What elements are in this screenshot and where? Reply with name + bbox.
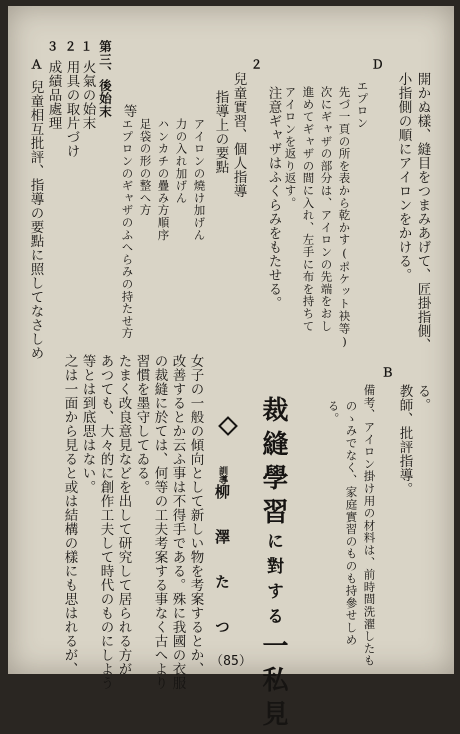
item-heading: 兒童實習、個人指導 xyxy=(230,72,247,198)
title-part: 一私見 xyxy=(258,632,288,734)
item-number: ２ xyxy=(63,40,77,53)
text-line: 小指側の順にアイロンをかける。 xyxy=(395,72,412,282)
list-item: 用具の取片づけ xyxy=(63,60,80,158)
list-item: エプロンのギャザのふへらみの持たせ方 xyxy=(120,118,135,340)
section-heading: 第三、後始末 xyxy=(97,40,113,118)
subheading: エプロン xyxy=(355,80,370,130)
text-line: る。 xyxy=(414,384,431,412)
body-line: 習慣を墨守してゐる。 xyxy=(133,354,150,494)
note-line: のゝみでなく、家庭實習のものも持參せしめ xyxy=(344,400,359,646)
text-line: 開かぬ樣、縫目をつまみあげて、匠掛指側、 xyxy=(414,72,431,352)
body-line: 女子の一般の傾向として新しい物を考案するとか、 xyxy=(187,354,204,676)
diamond-ornament-icon xyxy=(218,416,238,436)
list-item: アイロンの燒け加げん xyxy=(192,118,207,241)
list-item: 成績品處理 xyxy=(45,60,62,130)
author-byline xyxy=(214,466,229,664)
page-number: （85） xyxy=(210,654,252,669)
title-part: 裁縫學習 xyxy=(258,396,288,532)
author-role: 訓導 xyxy=(217,466,227,484)
section-letter-a: Ａ xyxy=(29,58,43,71)
text-line: アイロンを返り返す。 xyxy=(283,86,298,209)
section-letter-b: Ｂ xyxy=(380,366,394,379)
list-item: ハンカチの疊み方順序 xyxy=(156,118,171,241)
list-item: 力の入れ加げん xyxy=(174,118,189,205)
note-line: る。 xyxy=(326,400,341,425)
text-line: 兒童相互批評、指導の要點に照してなさしめ xyxy=(27,80,44,360)
list-end-mark: 等 xyxy=(120,104,137,118)
list-item: 足袋の形の整へ方 xyxy=(138,118,153,217)
note-line: 備考、アイロン掛け用の材料は、前時間洗濯したも xyxy=(362,384,377,667)
body-line: あつても、大々的に創作工夫して時代のものにしよう xyxy=(97,354,114,690)
item-number: ３ xyxy=(45,40,59,53)
text-line: 次にギャザの部分は、アイロンの先端をおし xyxy=(319,86,334,332)
text-line: 教師、批評指導。 xyxy=(396,384,413,496)
section-letter-d: Ｄ xyxy=(370,58,384,71)
item-number: ２ xyxy=(249,58,263,71)
document-page xyxy=(8,6,454,734)
text-line: 先づ一頁の所を表から乾かす(ポケット袂等) xyxy=(337,86,352,350)
subheading: 指導上の要點 xyxy=(212,90,229,174)
body-line: 改善するとか云ふ事は不得手である。殊に我國の衣服 xyxy=(169,354,186,690)
body-line: 之は一面から見ると或は結構の樣にも思はれるが、 xyxy=(61,354,78,676)
text-line: 進めてギャザの間に入れ、左手に布を持ちて xyxy=(301,86,316,332)
body-line: たまく改良意見などを出して研究して居られる方が xyxy=(115,354,132,676)
title-part: に對する xyxy=(263,532,283,632)
body-line: 等とは到底思はない。 xyxy=(79,354,96,494)
author-name: 柳澤たつ xyxy=(213,484,231,664)
text-line: 注意ギャザはふくらみをもたせる。 xyxy=(265,86,282,310)
article-title xyxy=(260,396,286,734)
list-item: 火氣の始末 xyxy=(79,60,96,130)
body-line: の裁縫に於ては、何等の工夫考案する事なく古へより xyxy=(151,354,168,690)
item-number: １ xyxy=(79,40,93,53)
